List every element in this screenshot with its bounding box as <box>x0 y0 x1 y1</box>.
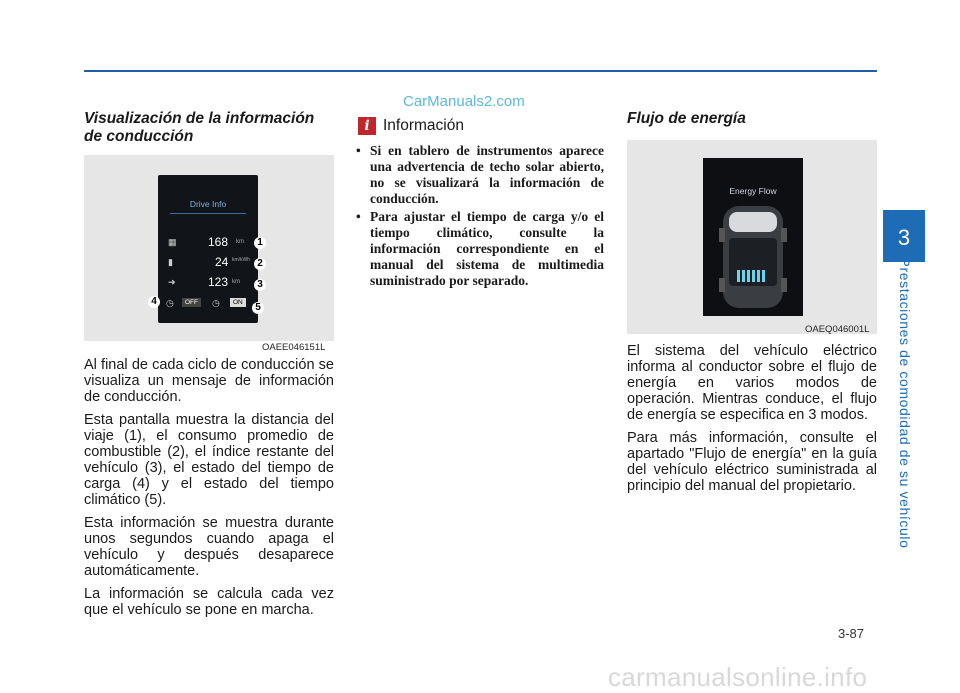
car-icon: ▦ <box>168 237 177 247</box>
car-topview-illustration <box>703 198 803 316</box>
left-column <box>84 110 334 146</box>
section-heading: Visualización de la información de conducción <box>84 110 315 145</box>
timer-row <box>164 297 254 311</box>
watermark-link[interactable]: CarManuals2.com <box>403 93 525 110</box>
paragraph: Para más información, consulte el apartado "Flujo de energía" en la guía del vehículo eléctrico suministrada al principio del manual del propietario. <box>627 430 877 494</box>
paragraph: La información se calcula cada vez que el vehículo se pone en marcha. <box>84 586 334 618</box>
trip-distance-unit: km <box>236 239 244 245</box>
climate-on-badge: ON <box>230 298 246 307</box>
instrument-screen <box>158 175 258 323</box>
footer-watermark: carmanualsonline.info <box>608 662 868 692</box>
paragraph: El sistema del vehículo eléctrico informa al conductor sobre el flujo de energía en varios modos de operación. Mientras conduce, el flujo de energía se especifica en 3 modos. <box>627 343 877 423</box>
charge-off-badge: OFF <box>182 298 201 307</box>
climate-timer-icon: ◷ <box>212 298 220 308</box>
paragraph: Esta información se muestra durante unos segundos cuando apaga el vehículo y después desaparece automáticamente. <box>84 515 334 579</box>
info-title: Información <box>383 117 464 134</box>
chapter-title-vertical <box>892 257 918 549</box>
figure-code: OAEE046151L <box>262 342 326 353</box>
list-item: • Si en tablero de instrumentos aparece una advertencia de techo solar abierto, no se visualizará la información de conducción. <box>355 143 604 207</box>
info-icon: i <box>358 117 376 135</box>
energy-flow-screen <box>703 158 803 316</box>
trip-distance-row <box>168 235 252 249</box>
chapter-title: Prestaciones de comodidad de su vehículo <box>897 257 913 549</box>
callout-1: 1 <box>254 237 266 249</box>
list-item: • Para ajustar el tiempo de carga y/o el tiempo climático, consulte la información correspondiente en el manual del sistema de multimedia suministrado por separado. <box>355 209 604 289</box>
right-body <box>627 343 877 501</box>
screen-title: Drive Info <box>189 199 227 209</box>
drive-info-figure <box>84 155 334 341</box>
range-unit: km <box>232 279 240 285</box>
page-number: 3-87 <box>838 626 865 641</box>
consumption-unit: km/kWh <box>232 257 251 263</box>
figure-code: OAEQ046001L <box>805 324 870 335</box>
energy-flow-title: Energy Flow <box>729 186 777 196</box>
range-value: 123 <box>208 275 229 289</box>
left-body <box>84 357 334 625</box>
callout-3: 3 <box>254 279 266 291</box>
paragraph: Al final de cada ciclo de conducción se visualiza un mensaje de información de conducción. <box>84 357 334 405</box>
chapter-number: 3 <box>897 225 911 250</box>
energy-flow-figure <box>627 140 877 334</box>
paragraph: Esta pantalla muestra la distancia del viaje (1), el consumo promedio de combustible (2), el índice restante del vehículo (3), el estado del tiempo de carga (4) y el estado del tiempo climático (5). <box>84 412 334 508</box>
top-rule <box>84 70 877 72</box>
callout-4: 4 <box>148 296 160 308</box>
consumption-value: 24 <box>215 255 229 269</box>
callout-5: 5 <box>252 302 264 314</box>
info-bullet-list <box>355 143 604 291</box>
consumption-row <box>168 255 252 269</box>
section-heading: Flujo de energía <box>627 110 746 127</box>
fuel-pump-icon: ▮ <box>168 257 173 267</box>
range-row <box>168 275 252 289</box>
info-header <box>358 117 464 135</box>
callout-2: 2 <box>254 258 266 270</box>
right-column <box>627 110 877 128</box>
charge-timer-icon: ◷ <box>166 298 174 308</box>
range-icon: ➜ <box>168 277 176 287</box>
trip-distance-value: 168 <box>208 235 229 249</box>
chapter-tab <box>883 210 925 262</box>
